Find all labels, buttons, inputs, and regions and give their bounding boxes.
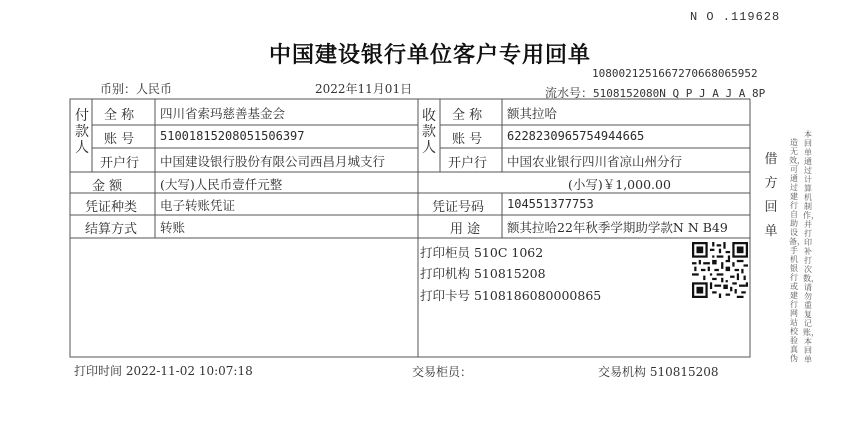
print-time: 打印时间 2022-11-02 10:07:18 [74,364,253,378]
amount-lowercase: (小写)￥1,000.00 [568,177,671,192]
payer-account-label: 账 号 [104,132,135,147]
currency-field [100,80,172,97]
payer-bank: 中国建设银行股份有限公司西昌月城支行 [160,154,386,169]
qr-code [692,242,748,298]
payee-bank: 中国农业银行四川省凉山州分行 [507,154,683,169]
flow-number-field [545,84,765,101]
voucher-type: 电子转账凭证 [160,198,236,213]
payer-account: 51001815208051506397 [160,129,305,143]
currency-label: 币别： [100,82,137,96]
payer-section-label: 付款人 [75,108,89,156]
side-verification-text: 造无效，可通过建行自助设备，手机银行或建行网站校验真伪 [789,138,805,363]
payee-account: 6228230965754944665 [507,129,645,143]
voucher-number-label: 凭证号码 [432,200,485,215]
payee-name: 额其拉哈 [507,106,558,121]
purpose: 额其拉哈22年秋季学期助学款N N B49 [507,220,728,235]
settlement-method-label: 结算方式 [85,222,138,237]
serial-number: N O .119628 [690,10,781,24]
settlement-method: 转账 [160,220,186,235]
payee-section-label: 收款人 [422,108,436,156]
payer-name: 四川省索玛慈善基金会 [160,106,286,121]
print-card-number: 打印卡号 5108186080000865 [420,288,602,303]
payer-bank-label: 开户行 [100,156,140,171]
page-title: 中国建设银行单位客户专用回单 [268,43,591,68]
voucher-type-label: 凭证种类 [85,200,138,215]
reference-number: 1080021251667270668065952 [592,67,758,80]
voucher-number: 104551377753 [507,197,594,211]
flow-label: 流水号： [545,86,594,100]
debit-receipt-side-label: 借方回单 [764,152,778,239]
amount-uppercase: (大写)人民币壹仟元整 [160,177,283,192]
payer-name-label: 全 称 [104,108,135,123]
date: 2022年11月01日 [315,82,413,96]
purpose-label: 用 途 [450,222,481,237]
flow-number: 5108152080N Q P J A J A 8P [593,87,766,100]
transaction-teller: 交易柜员： [412,365,473,379]
side-notice-text: 本回单通过计算机制作，并打印补打次数，请勿重复记账，本回单 [803,130,819,364]
payee-bank-label: 开户行 [448,156,488,171]
print-institution: 打印机构 510815208 [420,266,546,281]
payee-name-label: 全 称 [452,108,483,123]
print-teller: 打印柜员 510C 1062 [420,245,544,260]
currency-value: 人民币 [136,82,173,96]
payee-account-label: 账 号 [452,132,483,147]
transaction-institution: 交易机构 510815208 [598,365,719,379]
amount-label: 金 额 [92,179,123,194]
